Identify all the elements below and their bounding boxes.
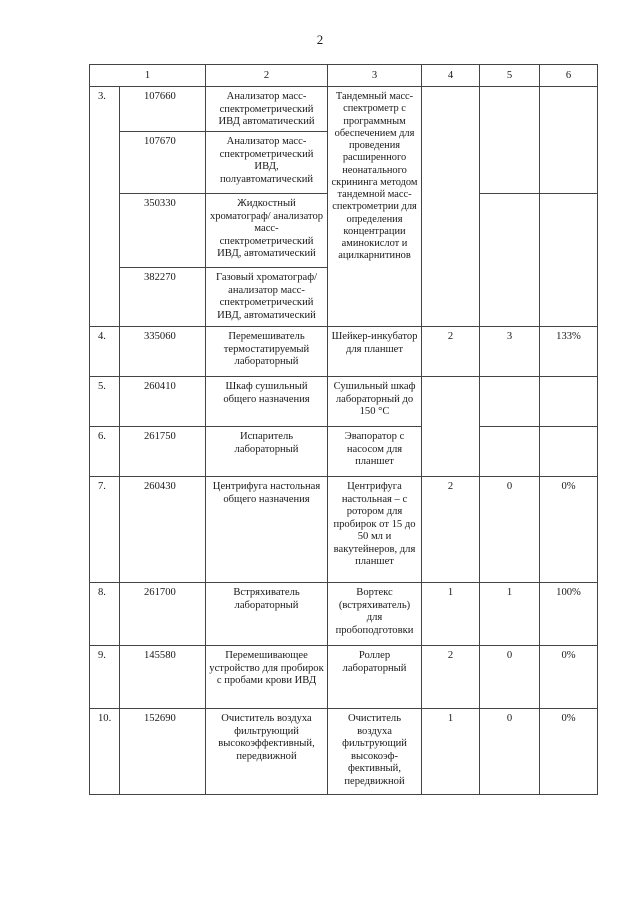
header-col-4: 4 — [422, 65, 480, 87]
row-code: 107670 — [120, 132, 206, 194]
row-number: 3. — [90, 87, 120, 327]
header-col-6: 6 — [540, 65, 598, 87]
row-col6: 133% — [540, 327, 598, 377]
row-code: 335060 — [120, 327, 206, 377]
row-name: Центрифуга настольная общего назначения — [206, 477, 328, 583]
row-name: Анализатор масс-спектрометрический ИВД автоматический — [206, 87, 328, 132]
row-description: Роллер лабораторный — [328, 646, 422, 709]
row-col4 — [422, 377, 480, 477]
row-col6 — [540, 194, 598, 327]
row-col6 — [540, 377, 598, 427]
row-name: Встряхиватель лабораторный — [206, 583, 328, 646]
table-row — [90, 377, 598, 427]
table-row — [90, 709, 598, 795]
row-code: 261700 — [120, 583, 206, 646]
row-name: Очиститель воздуха фильтрующий высокоэффективный, передвижной — [206, 709, 328, 795]
row-col6 — [540, 87, 598, 194]
row-description: Вортекс (встряхиватель) для пробоподготовки — [328, 583, 422, 646]
row-description: Тандемный масс-спектрометр с программным обеспечением для проведения расширенного неонатального скрининга методом тандемной масс-спектрометрии для определения концентрации аминокислот и ацилкарнитинов — [328, 87, 422, 327]
row-description: Очиститель воздуха фильтрующий высокоэф-фективный, передвижной — [328, 709, 422, 795]
header-col-2: 2 — [206, 65, 328, 87]
table-row — [90, 477, 598, 583]
row-col6: 0% — [540, 709, 598, 795]
table-row — [90, 427, 598, 477]
row-col5 — [480, 377, 540, 427]
row-code: 107660 — [120, 87, 206, 132]
row-col5 — [480, 87, 540, 194]
header-col-1: 1 — [90, 65, 206, 87]
row-description: Сушильный шкаф лабораторный до 150 °С — [328, 377, 422, 427]
row-number: 10. — [90, 709, 120, 795]
row-col4: 1 — [422, 583, 480, 646]
row-col4: 2 — [422, 477, 480, 583]
row-col5 — [480, 194, 540, 327]
header-col-3: 3 — [328, 65, 422, 87]
row-number: 8. — [90, 583, 120, 646]
row-col6: 100% — [540, 583, 598, 646]
row-col5: 0 — [480, 709, 540, 795]
header-row — [90, 65, 598, 87]
row-col4: 2 — [422, 327, 480, 377]
row-number: 4. — [90, 327, 120, 377]
table-row — [90, 646, 598, 709]
row-code: 382270 — [120, 268, 206, 327]
header-col-5: 5 — [480, 65, 540, 87]
row-name: Шкаф сушильный общего назначения — [206, 377, 328, 427]
table-row — [90, 327, 598, 377]
row-code: 260410 — [120, 377, 206, 427]
table-row — [90, 87, 598, 132]
row-number: 6. — [90, 427, 120, 477]
row-description: Эвапоратор с насосом для планшет — [328, 427, 422, 477]
row-description: Шейкер-инкубатор для планшет — [328, 327, 422, 377]
row-col6 — [540, 427, 598, 477]
row-col5: 0 — [480, 646, 540, 709]
row-col5 — [480, 427, 540, 477]
row-number: 9. — [90, 646, 120, 709]
row-number: 7. — [90, 477, 120, 583]
row-code: 350330 — [120, 194, 206, 268]
page-number: 2 — [316, 32, 324, 47]
row-col4: 1 — [422, 709, 480, 795]
row-code: 152690 — [120, 709, 206, 795]
row-col5: 0 — [480, 477, 540, 583]
row-col5: 1 — [480, 583, 540, 646]
row-name: Жидкостный хроматограф/ анализатор масс-спектрометрический ИВД, автоматический — [206, 194, 328, 268]
row-col4 — [422, 87, 480, 327]
row-name: Перемешиватель термостатируемый лабораторный — [206, 327, 328, 377]
row-col6: 0% — [540, 646, 598, 709]
row-name: Перемешивающее устройство для пробирок с пробами крови ИВД — [206, 646, 328, 709]
table-row — [90, 583, 598, 646]
row-col6: 0% — [540, 477, 598, 583]
row-code: 145580 — [120, 646, 206, 709]
row-description: Центрифуга настольная – с ротором для пробирок от 15 до 50 мл и вакутейнеров, для планшет — [328, 477, 422, 583]
row-name: Газовый хроматограф/ анализатор масс-спектрометрический ИВД, автоматический — [206, 268, 328, 327]
row-code: 261750 — [120, 427, 206, 477]
equipment-table — [89, 64, 598, 795]
row-name: Анализатор масс-спектрометрический ИВД, полуавтоматический — [206, 132, 328, 194]
row-col5: 3 — [480, 327, 540, 377]
row-name: Испаритель лабораторный — [206, 427, 328, 477]
row-code: 260430 — [120, 477, 206, 583]
row-col4: 2 — [422, 646, 480, 709]
row-number: 5. — [90, 377, 120, 427]
